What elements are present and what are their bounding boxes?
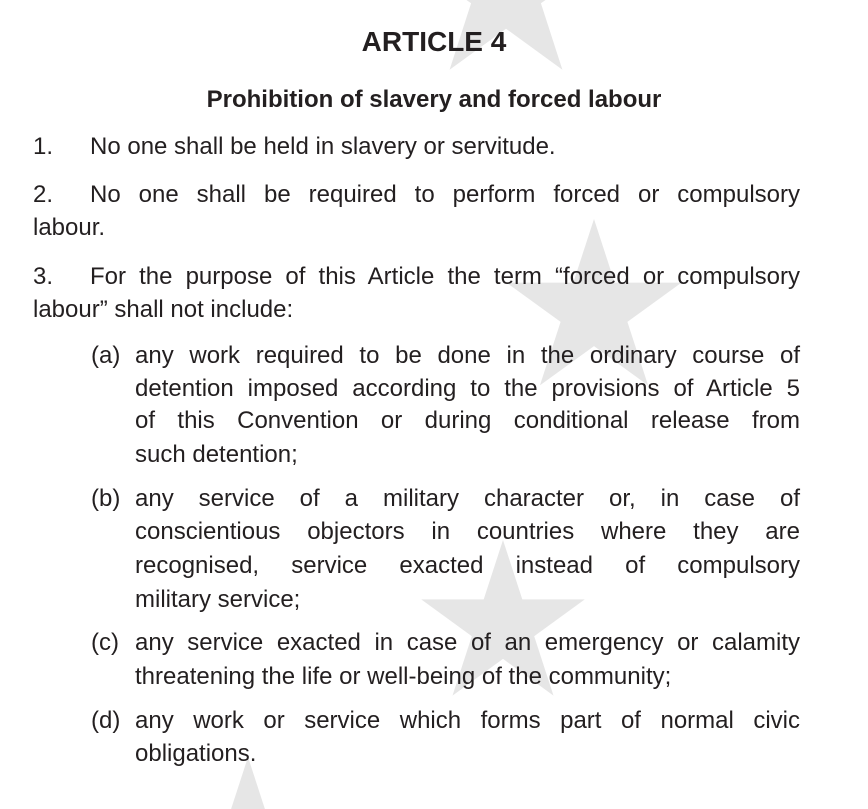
- item-number: (a): [91, 342, 121, 369]
- item-number: (c): [91, 629, 119, 656]
- item-number: (b): [91, 485, 121, 512]
- paragraph-line: labour” shall not include:: [33, 296, 294, 323]
- paragraph-number: 1.: [33, 133, 54, 160]
- item-line: of this Convention or during conditional release from: [135, 407, 800, 434]
- article-title: Prohibition of slavery and forced labour: [206, 86, 662, 113]
- article-heading: ARTICLE 4: [361, 26, 507, 57]
- item-line: obligations.: [135, 740, 257, 767]
- item-line: any work required to be done in the ordinary course of: [135, 342, 800, 369]
- item-line: threatening the life or well-being of the community;: [135, 663, 672, 690]
- item-line: detention imposed according to the provisions of Article 5: [135, 375, 800, 402]
- item-number: (d): [91, 707, 121, 734]
- item-line: such detention;: [135, 441, 298, 468]
- item-line: any service of a military character or, in case of: [135, 485, 800, 512]
- item-line: conscientious objectors in countries where they are: [135, 518, 800, 545]
- paragraph-number: 3.: [33, 263, 54, 290]
- paragraph-line: No one shall be held in slavery or servitude.: [90, 133, 556, 160]
- item-line: any work or service which forms part of normal civic: [135, 707, 800, 734]
- paragraph-number: 2.: [33, 181, 54, 208]
- item-line: military service;: [135, 586, 301, 613]
- paragraph-line: No one shall be required to perform forced or compulsory: [90, 181, 800, 208]
- paragraph-line: labour.: [33, 214, 106, 241]
- item-line: any service exacted in case of an emergency or calamity: [135, 629, 800, 656]
- item-line: recognised, service exacted instead of compulsory: [135, 552, 800, 579]
- paragraph-line: For the purpose of this Article the term “forced or compulsory: [90, 263, 800, 290]
